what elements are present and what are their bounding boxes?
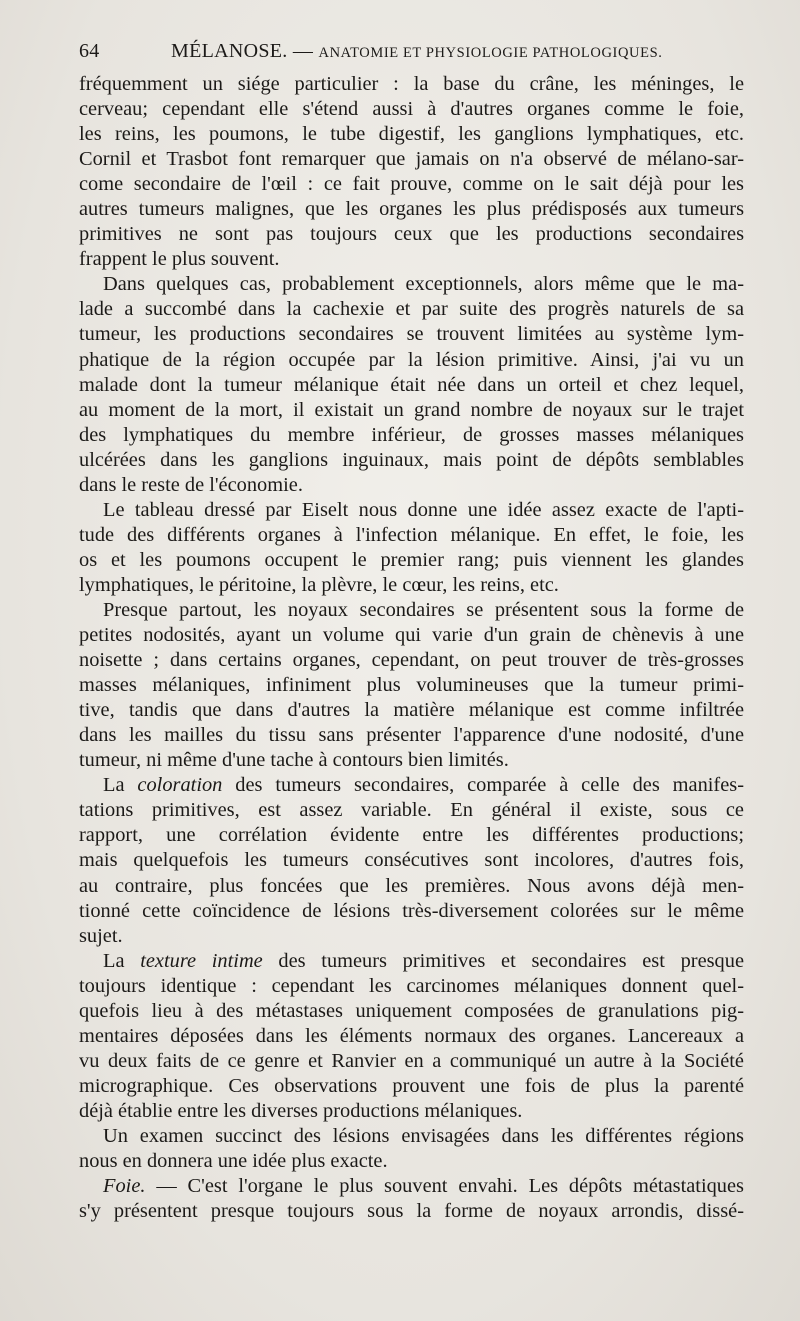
text-line: mais quelquefois les tumeurs consécutives sont incolores, d'autres fois, — [79, 849, 744, 872]
page-body — [79, 72, 744, 1224]
line-text-post: des tumeurs secondaires, comparée à celle des manifes- — [222, 774, 744, 797]
text-line: quefois lieu à des métastases uniquement composées de granulations pig- — [79, 999, 744, 1022]
text-line: les reins, les poumons, le tube digestif, les ganglions lymphatiques, etc. — [79, 123, 744, 146]
text-line: mentaires déposées dans les éléments normaux des organes. Lancereaux a — [79, 1024, 744, 1047]
text-line: os et les poumons occupent le premier rang; puis viennent les glandes — [79, 548, 744, 571]
text-line: lymphatiques, le péritoine, la plèvre, le cœur, les reins, etc. — [79, 573, 559, 596]
page-number: 64 — [79, 40, 100, 62]
text-line — [79, 773, 744, 798]
text-line: au moment de la mort, il existait un grand nombre de noyaux sur le trajet — [79, 398, 744, 421]
italic-term: Foie. — [103, 1175, 146, 1198]
italic-term: texture intime — [140, 949, 263, 972]
header-subtitle: ANATOMIE ET PHYSIOLOGIE PATHOLOGIQUES. — [318, 45, 663, 61]
text-line: tive, tandis que dans d'autres la matière mélanique est comme infiltrée — [79, 699, 744, 722]
text-line: des lymphatiques du membre inférieur, de grosses masses mélaniques — [79, 423, 744, 446]
header-title: MÉLANOSE. — — [171, 40, 314, 62]
text-line: tumeur, les productions secondaires se trouvent limitées au système lym- — [79, 323, 744, 346]
text-line: malade dont la tumeur mélanique était née dans un orteil et chez lequel, — [79, 373, 744, 396]
text-line: petites nodosités, ayant un volume qui varie d'un grain de chènevis à une — [79, 624, 744, 647]
text-line: Dans quelques cas, probablement exceptionnels, alors même que le ma- — [103, 273, 744, 296]
line-text-post: des tumeurs primitives et secondaires est presque — [262, 949, 744, 972]
text-line: noisette ; dans certains organes, cependant, on peut trouver de très-grosses — [79, 649, 744, 672]
text-line: lade a succombé dans la cachexie et par suite des progrès naturels de sa — [79, 298, 744, 321]
text-line: au contraire, plus foncées que les premières. Nous avons déjà men- — [79, 874, 744, 897]
text-line: nous en donnera une idée plus exacte. — [79, 1150, 388, 1173]
text-line: sujet. — [79, 924, 123, 947]
text-line: tumeur, ni même d'une tache à contours bien limités. — [79, 749, 509, 772]
text-line: dans le reste de l'économie. — [79, 473, 303, 496]
text-line: ulcérées dans les ganglions inguinaux, mais point de dépôts semblables — [79, 448, 744, 471]
running-title — [171, 40, 662, 63]
text-line: masses mélaniques, infiniment plus volumineuses que la tumeur primi- — [79, 674, 744, 697]
text-line: tations primitives, est assez variable. En général il existe, sous ce — [79, 799, 744, 822]
italic-term: coloration — [137, 774, 223, 797]
text-line: Presque partout, les noyaux secondaires se présentent sous la forme de — [103, 598, 744, 621]
line-text-post: — C'est l'organe le plus souvent envahi. Les dépôts métastatiques — [145, 1175, 744, 1198]
text-line: phatique de la région occupée par la lésion primitive. Ainsi, j'ai vu un — [79, 348, 744, 371]
text-line: come secondaire de l'œil : ce fait prouve, comme on le sait déjà pour les — [79, 173, 744, 196]
text-line: Le tableau dressé par Eiselt nous donne une idée assez exacte de l'apti- — [103, 498, 744, 521]
text-line: cerveau; cependant elle s'étend aussi à d'autres organes comme le foie, — [79, 98, 744, 121]
line-text-pre: La — [103, 774, 138, 797]
text-line: fréquemment un siége particulier : la base du crâne, les méninges, le — [79, 73, 744, 95]
text-line: frappent le plus souvent. — [79, 248, 280, 271]
text-line — [79, 949, 744, 974]
text-line: primitives ne sont pas toujours ceux que les productions secondaires — [79, 223, 744, 246]
text-line: Cornil et Trasbot font remarquer que jamais on n'a observé de mélano-sar- — [79, 148, 744, 171]
text-line: Un examen succinct des lésions envisagées dans les différentes régions — [103, 1124, 744, 1147]
text-line: rapport, une corrélation évidente entre les différentes productions; — [79, 824, 744, 847]
text-line: toujours identique : cependant les carcinomes mélaniques donnent quel- — [79, 974, 744, 997]
running-header — [79, 40, 759, 70]
text-line: autres tumeurs malignes, que les organes les plus prédisposés aux tumeurs — [79, 198, 744, 221]
line-text-pre: La — [103, 949, 141, 972]
text-line: dans les mailles du tissu sans présenter l'apparence d'une nodosité, d'une — [79, 724, 744, 747]
text-line: micrographique. Ces observations prouvent une fois de plus la parenté — [79, 1074, 744, 1097]
text-line: s'y présentent presque toujours sous la forme de noyaux arrondis, dissé- — [79, 1200, 744, 1223]
text-line: tionné cette coïncidence de lésions très-diversement colorées sur le même — [79, 899, 744, 922]
text-line: vu deux faits de ce genre et Ranvier en a communiqué un autre à la Société — [79, 1049, 744, 1072]
text-line: déjà établie entre les diverses productions mélaniques. — [79, 1099, 523, 1122]
text-line — [79, 1174, 744, 1199]
text-line: tude des différents organes à l'infection mélanique. En effet, le foie, les — [79, 523, 744, 546]
